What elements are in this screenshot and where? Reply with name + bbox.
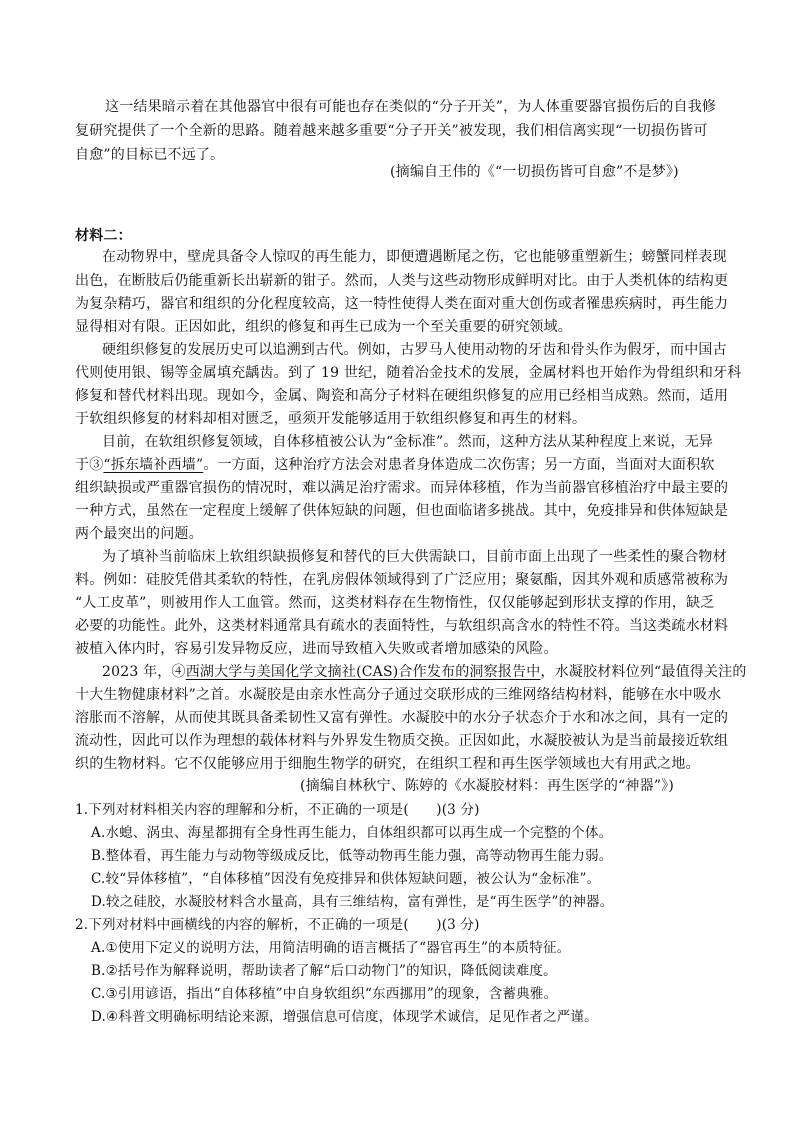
question-option: D.④科普文明确标明结论来源，增强信息可信度，体现学术诚信，足见作者之严谨。	[91, 1009, 598, 1025]
underlined-phrase-4: 西湖大学与美国化学文摘社(CAS)合作发布的洞察报告中	[185, 664, 541, 680]
paragraph-line: 在动物界中，壁虎具备令人惊叹的再生能力，即便遭遇断尾之伤，它也能够重塑新生；螃蟹同样表现	[102, 249, 727, 265]
paragraph-line: 必要的功能性。此外，这类材料通常具有疏水的表面特性，与软组织高含水的特性不符。当这类疏水材料	[75, 618, 729, 634]
paragraph-line: 十大生物健康材料”之首。水凝胶是由亲水性高分子通过交联形成的三维网络结构材料，能够在水中吸水	[75, 687, 722, 703]
question-option: C.③引用谚语，指出“自体移植”中自身软组织“东西挪用”的现象，含蓄典雅。	[91, 986, 558, 1002]
paragraph-line: 于软组织修复的材料却相对匮乏，亟须开发能够适用于软组织修复和再生的材料。	[75, 411, 587, 427]
question-option: A.水螅、涡虫、海星都拥有全身性再生能力，自体组织都可以再生成一个完整的个体。	[91, 825, 613, 841]
paragraph-line: 组织缺损或严重器官损伤的情况时，难以满足治疗需求。而异体移植，作为当前器官移植治疗中最主要的	[75, 480, 729, 496]
paragraph-line: 复研究提供了一个全新的思路。随着越来越多重要“分子开关”被发现，我们相信离实现“一切损伤皆可	[75, 123, 708, 139]
paragraph-line: 自愈”的目标已不远了。	[75, 147, 225, 163]
question-option: B.整体看，再生能力与动物等级成反比，低等动物再生能力强，高等动物再生能力弱。	[91, 848, 613, 864]
paragraph-line: 硬组织修复的发展历史可以追溯到古代。例如，古罗马人使用动物的牙齿和骨头作为假牙，而中国古	[102, 342, 727, 358]
paragraph-line	[102, 662, 747, 682]
section-heading: 材料二：	[75, 228, 132, 244]
paragraph-line: 流动性，因此可以作为理想的载体材料与外界发生物质交换。正因如此，水凝胶被认为是当前最接近软组	[75, 733, 729, 749]
paragraph-line: 两个最突出的问题。	[75, 526, 203, 542]
source-citation: (摘编自林秋宁、陈婷的《水凝胶材料：再生医学的“神器”》)	[300, 778, 675, 794]
underlined-phrase-3: “拆东墙补西墙”	[103, 457, 204, 473]
paragraph-line: 溶胀而不溶解，从而使其既具备柔韧性又富有弹性。水凝胶中的水分子状态介于水和冰之间，具有一定的	[75, 710, 729, 726]
paragraph-text: 2023 年，④	[102, 664, 186, 680]
paragraph-text: 。一方面，这种治疗方法会对患者身体造成二次伤害；另一方面，当面对大面积软	[203, 457, 715, 473]
source-citation: (摘编自王伟的《“一切损伤皆可自愈”不是梦》)	[390, 164, 679, 180]
question-option: B.②括号作为解释说明，帮助读者了解“后口动物门”的知识，降低阅读难度。	[91, 963, 557, 979]
paragraph-line: 代则使用银、锡等金属填充龋齿。到了 19 世纪，随着冶金技术的发展，金属材料也开始作为骨组织和牙科	[75, 365, 742, 381]
paragraph-line: 显得相对有限。正因如此，组织的修复和再生已成为一个至关重要的研究领域。	[75, 319, 572, 335]
question-option: A.①使用下定义的说明方法，用简洁明确的语言概括了“器官再生”的本质特征。	[91, 940, 571, 956]
question-stem: 2.下列对材料中画横线的内容的解析，不正确的一项是( )(3 分)	[75, 917, 480, 933]
paragraph-line	[75, 455, 715, 475]
paragraph-line: 被植入体内时，容易引发异物反应，进而导致植入失败或者增加感染的风险。	[75, 641, 558, 657]
paragraph-line: 为了填补当前临床上软组织缺损修复和替代的巨大供需缺口，目前市面上出现了一些柔性的聚合物材	[102, 549, 727, 565]
paragraph-line: 一种方式，虽然在一定程度上缓解了供体短缺的问题，但也面临诸多挑战。其中，免疫排异和供体短缺是	[75, 503, 729, 519]
question-stem: 1.下列对材料相关内容的理解和分析，不正确的一项是( )(3 分)	[75, 802, 480, 818]
paragraph-line: 出色，在断肢后仍能重新长出崭新的钳子。然而，人类与这些动物形成鲜明对比。由于人类机体的结构更	[75, 273, 729, 289]
paragraph-text: ，水凝胶材料位列“最值得关注的	[540, 664, 747, 680]
question-option: C.较“异体移植”，“自体移植”因没有免疫排异和供体短缺问题，被公认为“金标准”。	[91, 871, 601, 887]
paragraph-text: 于③	[75, 457, 104, 473]
paragraph-line: 这一结果暗示着在其他器官中很有可能也存在类似的“分子开关”，为人体重要器官损伤后的自我修	[105, 99, 717, 115]
paragraph-line: 为复杂精巧，器官和组织的分化程度较高，这一特性使得人类在面对重大创伤或者罹患疾病时，再生能力	[75, 296, 729, 312]
paragraph-line: 目前，在软组织修复领域，自体移植被公认为“金标准”。然而，这种方法从某种程度上来说，无异	[102, 434, 714, 450]
question-option: D.较之硅胶，水凝胶材料含水量高，具有三维结构，富有弹性，是“再生医学”的神器。	[91, 894, 614, 910]
paragraph-line: 料。例如：硅胶凭借其柔软的特性，在乳房假体领域得到了广泛应用；聚氨酯，因其外观和质感常被称为	[75, 572, 729, 588]
paragraph-line: 修复和替代材料出现。现如今，金属、陶瓷和高分子材料在硬组织修复的应用已经相当成熟。然而，适用	[75, 388, 729, 404]
paragraph-line: “人工皮革”，则被用作人工血管。然而，这类材料存在生物惰性，仅仅能够起到形状支撑的作用，缺乏	[75, 595, 715, 611]
paragraph-line: 织的生物材料。它不仅能够应用于细胞生物学的研究，在组织工程和再生医学领域也大有用武之地。	[75, 756, 700, 772]
